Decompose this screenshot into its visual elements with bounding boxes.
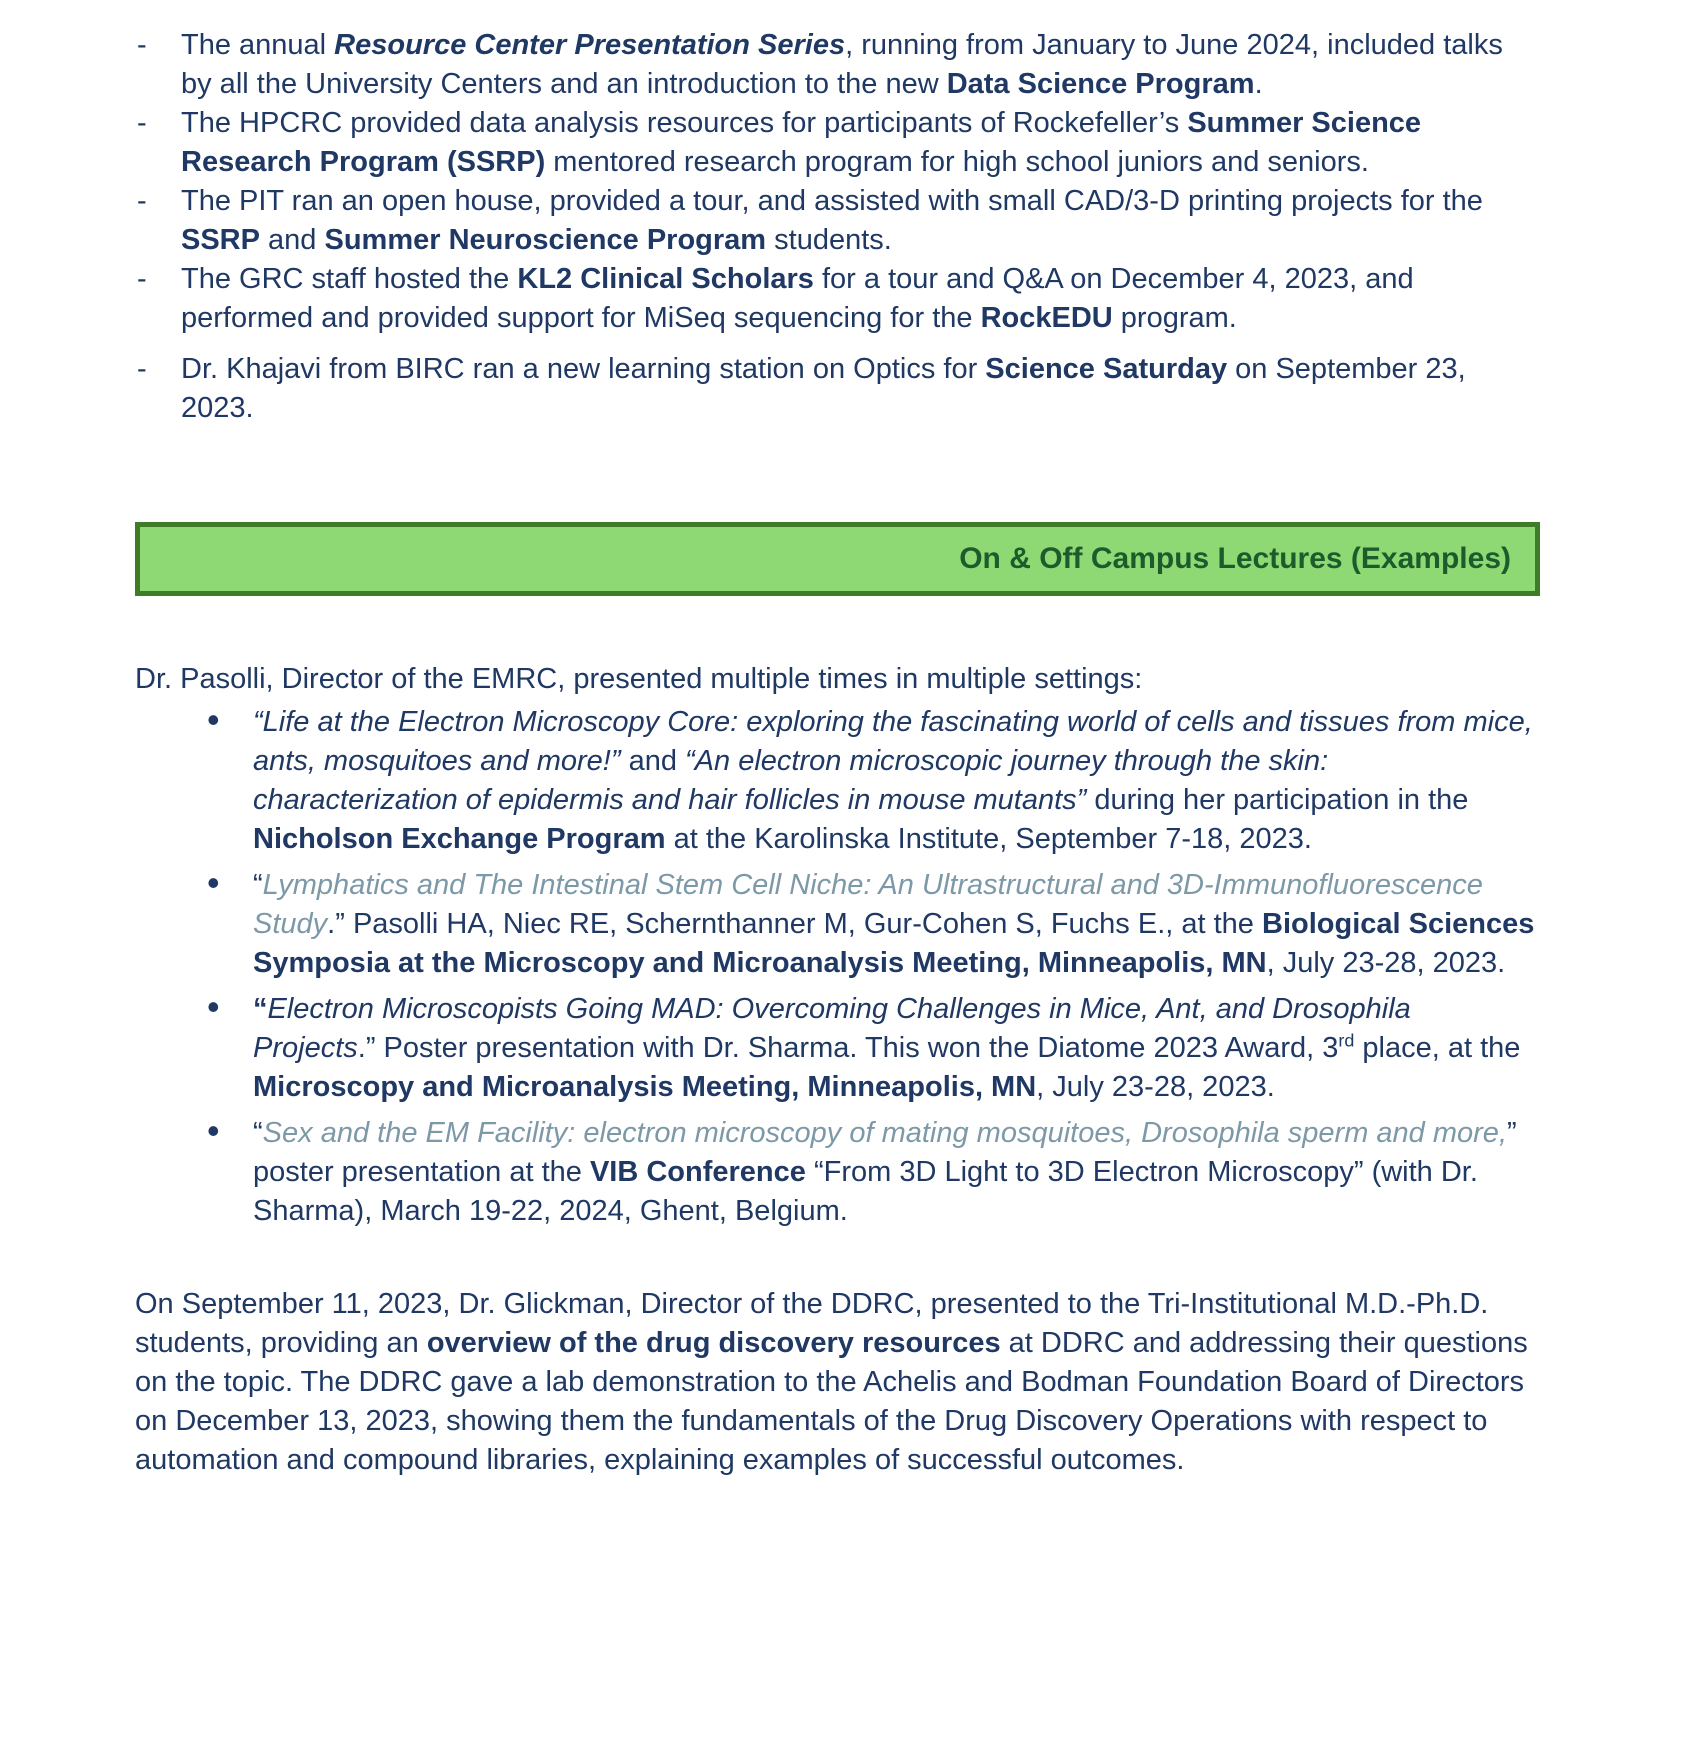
list-item: [135, 260, 1540, 338]
text-run: VIB Conference: [589, 1156, 806, 1188]
section-banner: [135, 522, 1540, 596]
text-run: ” poster presentation at the: [253, 1117, 1517, 1188]
text-run: Electron Microscopists Going MAD: Overcoming Challenges in Mice, Ant, and Drosophila Projects: [253, 993, 1411, 1064]
list-item: [135, 182, 1540, 260]
list-item: [207, 703, 1540, 859]
text-run: on September 23, 2023.: [181, 353, 1466, 424]
text-run: RockEDU: [980, 302, 1113, 334]
text-run: Science Saturday: [985, 353, 1228, 385]
text-run: .: [1254, 68, 1263, 100]
text-run: Summer Neuroscience Program: [324, 224, 767, 256]
text-run: overview of the drug discovery resources: [426, 1327, 1001, 1359]
text-run: , July 23-28, 2023.: [1266, 947, 1506, 979]
glickman-paragraph: [135, 1285, 1540, 1480]
list-item: [135, 104, 1540, 182]
text-run: during her participation in the: [1086, 784, 1469, 816]
text-run: for a tour and Q&A on December 4, 2023, and performed and provided support for MiSeq sequencing for the: [181, 263, 1414, 334]
text-run: Lymphatics and The Intestinal Stem Cell Niche: An Ultrastructural and 3D-Immunofluorescence Study: [253, 869, 1483, 940]
text-run: Sex and the EM Facility: electron microscopy of mating mosquitoes, Drosophila sperm and more: [262, 1117, 1499, 1149]
text-run: “An electron microscopic journey through the skin: characterization of epidermis and hair follicles in mouse mutants”: [253, 745, 1329, 816]
text-run: .” Poster presentation with Dr. Sharma. This won the Diatome 2023 Award, 3: [357, 1032, 1339, 1064]
text-run: Dr. Khajavi from BIRC ran a new learning station on Optics for: [181, 353, 986, 385]
text-run: at the Karolinska Institute, September 7-18, 2023.: [665, 823, 1312, 855]
text-run: SSRP: [181, 224, 260, 256]
outreach-activities-list: [135, 26, 1540, 428]
text-run: , running from January to June 2024, included talks by all the University Centers and an introduction to the new: [181, 29, 1503, 100]
text-run: students.: [766, 224, 892, 256]
text-run: mentored research program for high school juniors and seniors.: [545, 146, 1369, 178]
text-run: On September 11, 2023, Dr. Glickman, Director of the DDRC, presented to the Tri-Institutional M.D.-Ph.D. students, providing an: [135, 1288, 1489, 1359]
list-item: [135, 26, 1540, 104]
text-run: Nicholson Exchange Program: [253, 823, 666, 855]
list-item: [207, 1114, 1540, 1231]
text-run: place, at the: [1354, 1032, 1521, 1064]
text-run: The annual: [181, 29, 335, 61]
text-run: “: [253, 869, 263, 901]
list-item: [207, 866, 1540, 983]
lectures-list: [135, 703, 1540, 1231]
text-run: “Life at the Electron Microscopy Core: exploring the fascinating world of cells and tissues from mice, ants, mosquitoes and more!”: [253, 706, 1533, 777]
text-run: ,: [1498, 1117, 1507, 1149]
text-run: .” Pasolli HA, Niec RE, Schernthanner M, Gur-Cohen S, Fuchs E., at the: [327, 908, 1262, 940]
text-run: , July 23-28, 2023.: [1036, 1071, 1275, 1103]
text-run: Dr. Pasolli, Director of the EMRC, presented multiple times in multiple settings:: [135, 663, 1143, 695]
text-run: KL2 Clinical Scholars: [517, 263, 814, 295]
text-run: Summer Science Research Program (SSRP): [181, 107, 1422, 178]
text-run: “From 3D Light to 3D Electron Microscopy” (with Dr. Sharma), March 19-22, 2024, Ghent, Belgium.: [253, 1156, 1478, 1227]
text-run: Resource Center Presentation Series: [334, 29, 846, 61]
section-banner-title: On & Off Campus Lectures (Examples): [959, 542, 1511, 575]
text-run: Biological Sciences Symposia at the Microscopy and Microanalysis Meeting, Minneapolis, MN: [253, 908, 1535, 979]
text-run: “: [253, 1117, 263, 1149]
text-run: and: [259, 224, 325, 256]
text-run: at DDRC and addressing their questions on the topic. The DDRC gave a lab demonstration to the Achelis and Bodman Foundation Board of Directors on December 13, 2023, showing them the fundamentals of the Drug Discovery Operations with respect to automation and compound libraries, explaining examples of successful outcomes.: [135, 1327, 1528, 1476]
list-item: [135, 350, 1540, 428]
text-run: and: [620, 745, 686, 777]
text-run: The PIT ran an open house, provided a tour, and assisted with small CAD/3-D printing projects for the: [181, 185, 1483, 217]
text-run: Microscopy and Microanalysis Meeting, Minneapolis, MN: [253, 1071, 1037, 1103]
text-run: program.: [1112, 302, 1237, 334]
text-run: The GRC staff hosted the: [181, 263, 518, 295]
text-run: The HPCRC provided data analysis resources for participants of Rockefeller’s: [181, 107, 1188, 139]
list-item: [207, 990, 1540, 1107]
pasolli-intro-paragraph: [135, 660, 1540, 699]
text-run: Data Science Program: [946, 68, 1255, 100]
text-run: “: [253, 993, 268, 1025]
text-run: rd: [1338, 1030, 1355, 1051]
